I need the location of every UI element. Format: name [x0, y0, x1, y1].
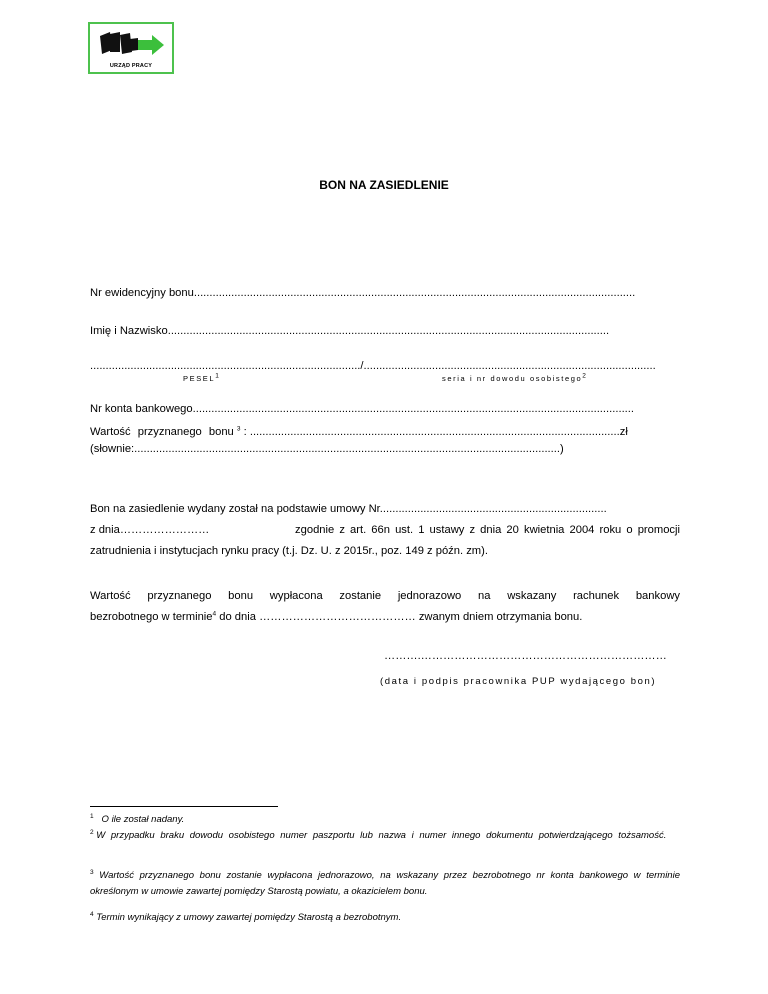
footnote-divider: [90, 806, 278, 807]
footnote-4: [90, 910, 680, 926]
nr-ewidencyjny-field: [90, 287, 680, 299]
fill-dots: ……………………: [119, 524, 210, 536]
slownie-close: ): [560, 443, 564, 455]
pesel-label: PESEL: [183, 374, 216, 383]
footnote-ref-2: 2: [582, 372, 588, 380]
umowa-line-3: zatrudnienia i instytucjach rynku pracy (t.j. Dz. U. z 2015r., poz. 149 z późn. zm).: [90, 545, 488, 557]
do-dnia-text: do dnia: [219, 611, 256, 623]
umowa-paragraph: [90, 499, 680, 562]
footnote-ref-1: 1: [215, 372, 221, 380]
umowa-text: Bon na zasiedlenie wydany został na podstawie umowy Nr: [90, 503, 380, 515]
pesel-seria-field: [90, 360, 680, 372]
document-title: BON NA ZASIEDLENIE: [319, 178, 449, 192]
seria-caption: [442, 374, 588, 383]
currency-zl: zł: [619, 426, 628, 438]
imie-nazwisko-label: Imię i Nazwisko: [90, 325, 168, 337]
fill-dots: ……………………………………: [259, 611, 416, 623]
footnote-num: 3: [90, 868, 94, 876]
wartosc-colon: :: [243, 426, 247, 438]
imie-nazwisko-field: [90, 325, 680, 337]
slownie-label: (słownie:: [90, 443, 135, 455]
footnote-text: Termin wynikający z umowy zawartej pomiędzy Starostą a bezrobotnym.: [96, 912, 402, 923]
ustawa-text: zgodnie z art. 66n ust. 1 ustawy z dnia 20 kwietnia 2004 roku o promocji: [295, 524, 680, 536]
footnote-1: [90, 812, 680, 828]
slownie-field: [90, 443, 680, 455]
zwanym-text: zwanym dniem otrzymania bonu.: [418, 611, 583, 623]
footnote-ref-3: 3: [236, 426, 241, 433]
footnote-3: [90, 868, 680, 900]
fill-dots: ..............................................................................................................................................: [193, 287, 636, 299]
wartosc-field: [90, 426, 683, 438]
footnote-2: [90, 828, 680, 844]
arrow-right-icon: [98, 30, 166, 60]
pesel-caption: [183, 374, 220, 383]
wyplata-line-1: Wartość przyznanego bonu wypłacona zostanie jednorazowo na wskazany rachunek bankowy: [90, 590, 680, 602]
fill-dots: ..............................................................................................................................................: [192, 403, 634, 415]
seria-dots: ..............................................................................................: [363, 360, 656, 372]
footnote-text: W przypadku braku dowodu osobistego numer paszportu lub nazwa i numer innego dokumentu potwierdzającego tożsamość.: [96, 830, 667, 841]
fill-dots: ..............................................................................................................................................: [167, 325, 610, 337]
fill-dots: .........................................................................: [379, 503, 607, 515]
nr-konta-field: [90, 403, 680, 415]
logo-text: URZĄD PRACY: [109, 63, 153, 69]
footnote-text: O ile został nadany.: [101, 814, 185, 825]
umowa-line-2: [90, 520, 680, 541]
wartosc-label: Wartość przyznanego bonu: [90, 426, 234, 438]
fill-dots: .......................................................................................................................: [249, 426, 620, 438]
nr-ewidencyjny-label: Nr ewidencyjny bonu: [90, 287, 194, 299]
nr-konta-label: Nr konta bankowego: [90, 403, 193, 415]
seria-label: seria i nr dowodu osobistego: [442, 374, 583, 383]
footnote-ref-4: 4: [212, 610, 217, 618]
fill-dots: .........................................................................................................................................: [134, 443, 560, 455]
signature-label: (data i podpis pracownika PUP wydającego bon): [380, 676, 657, 687]
footnote-num: 4: [90, 910, 94, 918]
footnote-num: 1: [90, 812, 94, 820]
signature-dots: ……….…………………………………………………………: [384, 650, 667, 662]
urzad-pracy-logo: [88, 22, 174, 74]
separator: /: [360, 360, 364, 372]
termin-text: bezrobotnego w terminie: [90, 611, 213, 623]
umowa-line-1: [90, 499, 680, 520]
z-dnia-text: z dnia: [90, 524, 120, 536]
footnote-text: Wartość przyznanego bonu zostanie wypłacona jednorazowo, na wskazany przez bezrobotnego nr konta bankowego w terminie określonym w umowie zawartej pomiędzy Starostą powiatu, a okazicielem bonu.: [90, 870, 680, 897]
wyplata-paragraph: [90, 586, 680, 628]
pesel-dots: .......................................................................................: [90, 360, 361, 372]
footnote-num: 2: [90, 828, 94, 836]
wyplata-line-2: [90, 607, 680, 628]
